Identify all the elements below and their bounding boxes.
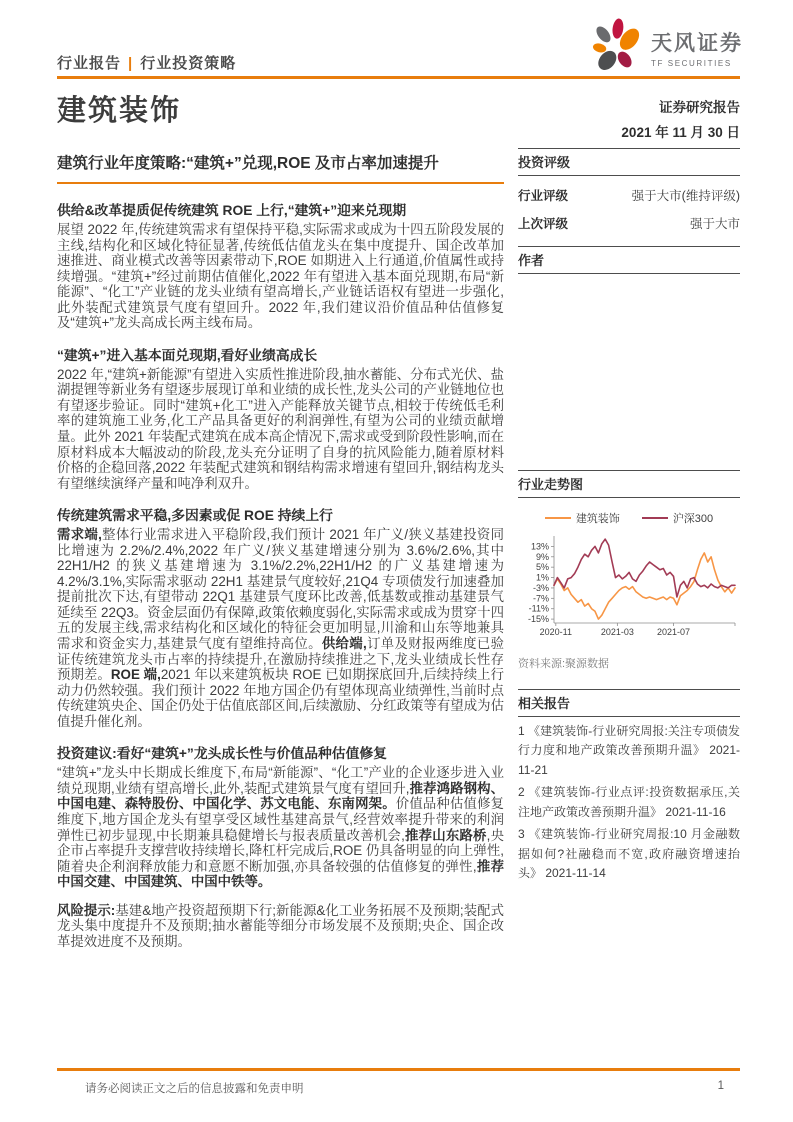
chart-source: 资料来源:聚源数据: [518, 658, 610, 670]
reports-list: [518, 717, 740, 893]
legend-label: 沪深300: [672, 513, 714, 525]
author-section-title: 作者: [518, 247, 740, 274]
section-heading-1: 供给&改革提质促传统建筑 ROE 上行,“建筑+”迎来兑现期: [57, 203, 407, 218]
svg-text:2021-07: 2021-07: [656, 627, 690, 637]
report-kind-detail: 行业投资策略: [140, 55, 237, 72]
header-rule: [57, 76, 740, 79]
report-link-2[interactable]: 2 《建筑装饰-行业点评:投资数据承压,关注地产政策改善预期升温》 2021-11-16: [518, 785, 740, 819]
report-kind: [57, 52, 236, 73]
legend-entry-zs: [545, 510, 620, 526]
svg-text:1%: 1%: [535, 572, 549, 583]
trend-section: [518, 470, 740, 671]
reports-section-title: 相关报告: [518, 690, 740, 717]
rating-section-title: 投资评级: [518, 149, 740, 176]
rating-label: 上次评级: [518, 217, 569, 231]
brand-logo: [589, 18, 743, 77]
rating-row-previous: [518, 209, 740, 237]
trend-chart-canvas: [518, 532, 740, 638]
section-heading-3: 传统建筑需求平稳,多因素或促 ROE 持续上行: [57, 508, 333, 524]
svg-text:-7%: -7%: [532, 593, 549, 604]
main-column: [57, 151, 504, 959]
svg-text:13%: 13%: [530, 541, 549, 552]
svg-text:9%: 9%: [535, 551, 549, 562]
report-type: 证券研究报告: [659, 100, 740, 115]
rating-rows: [518, 176, 740, 246]
trend-chart-block: [518, 498, 740, 671]
svg-text:-3%: -3%: [532, 582, 549, 593]
legend-swatch-red: [642, 517, 668, 520]
footer-disclaimer: 请务必阅读正文之后的信息披露和免责申明: [85, 1083, 304, 1095]
section-paragraph-4: “建筑+”龙头中长期成长维度下,布局“新能源”、“化工”产业的企业逐步进入业绩兑现期,业绩有望高增长,此外,装配式建筑景气度有望回升,推荐鸿路钢构、中国电建、森特股份、中国化学、苏文电能、东南网架。价值品种估值修复维度下,地方国企龙头有望享受区域性基建高景气,经营效率提升带来的利润弹性已初步显现,中长期兼具稳健增长与报表质量改善机会,推荐山东路桥,央企市占率提升支撑营收持续增长,降杠杆完成后,ROE 仍具备明显的向上弹性,随着央企利润释放能力和意愿不断加强,亦具备较强的估值修复的弹性,推荐中国交建、中国建筑、中国中铁等。: [57, 765, 505, 890]
footer: [57, 1080, 740, 1096]
page-number: 1: [717, 1080, 724, 1092]
page-title: 建筑装饰: [57, 95, 182, 127]
svg-text:-15%: -15%: [527, 614, 549, 625]
sidebar: [518, 96, 740, 893]
svg-text:5%: 5%: [535, 562, 549, 573]
section-paragraph-2: 2022 年,“建筑+新能源”有望进入实质性推进阶段,抽水蓄能、分布式光伏、盐湖提锂等新业务有望逐步展现订单和业绩的成长性,龙头公司的产业链地位也有望逐步验证。同时“建筑+化工”进入产能释放关键节点,相较于传统低毛利率的建筑施工业务,化工产品具备更好的利润弹性,有望为公司的业绩贡献增量。此外 2021 年装配式建筑在成本高企情况下,需求或受到阶段性影响,而在原材料成本大幅波动的阶段,龙头充分证明了自身的抗风险能力,随着原材料价格的企稳回落,2022 年装配式建筑和钢结构需求增速有望回升,钢结构龙头有望继续演绎产量和吨净利双升。: [57, 366, 504, 491]
rating-value: 强于大市(维持评级): [631, 189, 740, 203]
author-section: [518, 246, 740, 470]
report-link-3[interactable]: 3 《建筑装饰-行业研究周报:10 月金融数据如何?社融稳而不宽,政府融资增速抬头》 2021-11-14: [518, 827, 740, 881]
footer-rule: [57, 1068, 740, 1071]
brand-name: [651, 27, 743, 68]
brand-name-cn: 天风证券: [651, 32, 743, 55]
rating-row-industry: [518, 181, 740, 209]
svg-text:-11%: -11%: [528, 603, 549, 614]
risk-paragraph: 风险提示:基建&地产投资超预期下行;新能源&化工业务拓展不及预期;装配式龙头集中度提升不及预期;抽水蓄能等细分市场发展不及预期;央企、国企改革提效进度不及预期。: [57, 902, 504, 949]
report-headline: 建筑行业年度策略:“建筑+”兑现,ROE 及市占率加速提升: [57, 151, 504, 184]
kind-separator: |: [128, 55, 134, 72]
author-empty-area: [518, 274, 740, 470]
section-paragraph-3: 需求端,整体行业需求进入平稳阶段,我们预计 2021 年广义/狭义基建投资同比增速为 2.2%/2.4%,2022 年广义/狭义基建增速分别为 3.6%/2.6%,其中 22H1/H2 的狭义基建增速为 3.1%/2.2%,22H1/H2 的广义基建增速为 4.2%/3.1%,实际需求驱动 22H1 基建景气度较好,21Q4 专项债发行加速叠加提前批次下达,有望带动 22Q1 基建景气度环比改善,低基数或推动基建景气延续至 22Q3。资金层面仍有保障,政策依赖度弱化,实际需求或成为贯穿十四五的发展主线,需求结构化和区域化的特征会更加明显,川渝和山东等地兼具需求和资金实力,基建景气度有望维持高位。供给端,订单及财报两维度已验证传统建筑龙头市占率的持续提升,在激励持续推进之下,龙头业绩成长性存预期差。ROE 端,2021 年以来建筑板块 ROE 已如期探底回升,后续持续上行动力仍然较强。我们预计 2022 年地方国企仍有望体现高业绩弹性,当前时点传统建筑央企、国企仍处于估值底部区间,后续激励、分红政策等有望成为估值提升催化剂。: [57, 527, 505, 729]
section-paragraph-1: 展望 2022 年,传统建筑需求有望保持平稳,实际需求或成为十四五阶段发展的主线,结构化和区域化特征显著,传统低估值龙头在集中度提升、国企改革加速推进、商业模式改善等因素带动下,ROE 如期进入上行通道,价值属性或持续增强。“建筑+”经过前期估值催化,2022 年有望进入基本面兑现期,布局“新能源”、“化工”产业链的龙头业绩有望高增长,产业链话语权有望进一步强化,此外装配式建筑景气度有望回升。2022 年,我们建议沿价值品种估值修复及“建筑+”龙头高成长两主线布局。: [57, 222, 504, 331]
legend-entry-hs300: [642, 510, 713, 526]
rating-label: 行业评级: [518, 189, 569, 203]
brand-name-en: TF SECURITIES: [651, 59, 732, 68]
legend-label: 建筑装饰: [575, 513, 620, 525]
section-heading-2: “建筑+”进入基本面兑现期,看好业绩高成长: [57, 347, 318, 363]
svg-text:2020-11: 2020-11: [539, 627, 572, 637]
reports-section: [518, 689, 740, 893]
section-heading-4: 投资建议:看好“建筑+”龙头成长性与价值品种估值修复: [57, 746, 387, 762]
report-date: 2021 年 11 月 30 日: [621, 125, 740, 140]
rating-section: [518, 148, 740, 246]
rating-value: 强于大市: [689, 217, 740, 231]
trend-chart: [518, 532, 740, 643]
chart-legend: [518, 510, 740, 526]
svg-text:2021-03: 2021-03: [600, 627, 634, 637]
tf-flower-icon: [589, 18, 643, 77]
trend-section-title: 行业走势图: [518, 471, 740, 498]
report-kind-main: 行业报告: [57, 55, 122, 72]
legend-swatch-orange: [545, 517, 571, 520]
report-link-1[interactable]: 1 《建筑装饰-行业研究周报:关注专项债发行力度和地产政策改善预期升温》 2021-11-21: [518, 724, 740, 777]
